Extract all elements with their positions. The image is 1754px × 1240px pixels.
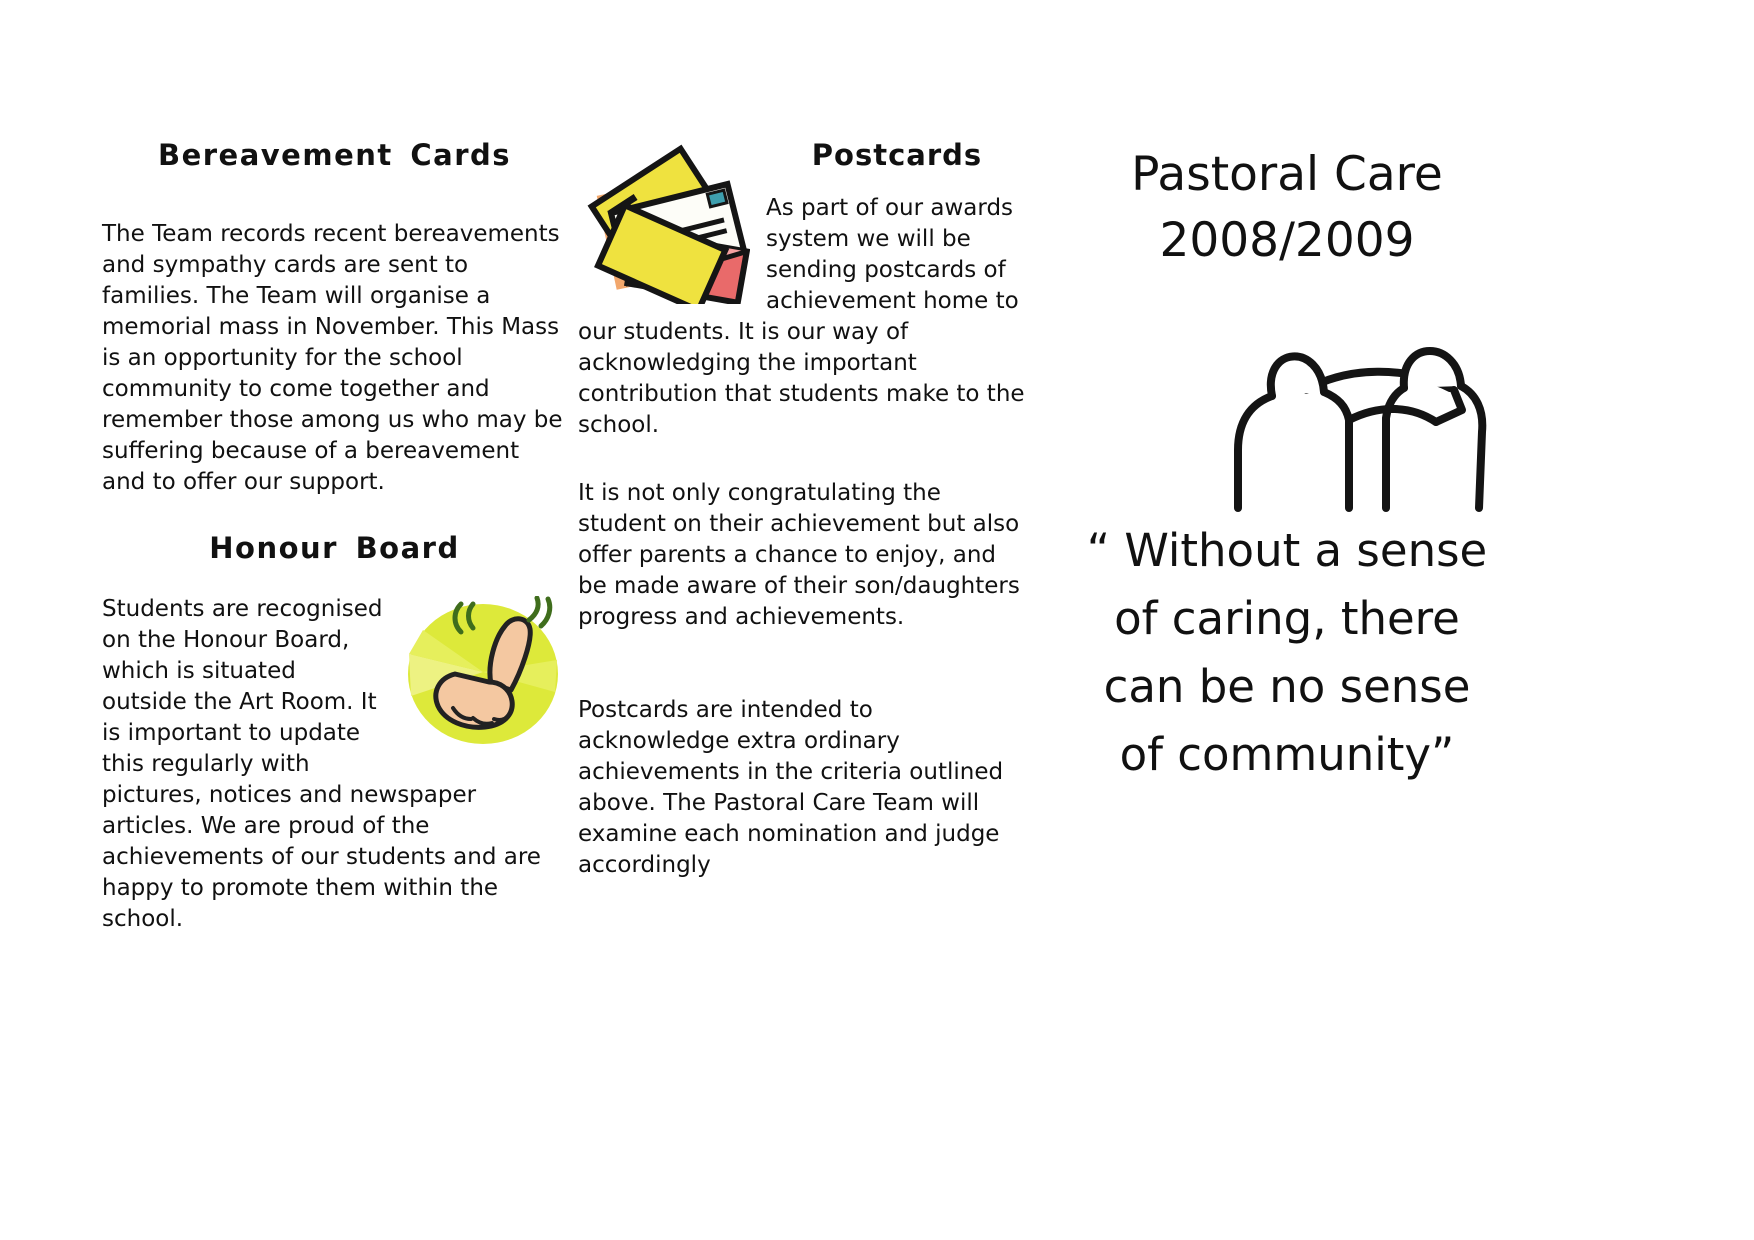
envelopes-icon — [578, 138, 750, 304]
middle-column — [578, 128, 1028, 881]
postcards-section — [578, 138, 1028, 441]
honour-board-heading: Honour Board — [209, 531, 460, 565]
quote-block — [1048, 517, 1526, 789]
left-column — [102, 138, 567, 935]
honour-board-text: Students are recognised on the Honour Board, which is situated outside the Art Room. It is important to update this regularly with pictures, notices and newspaper articles. We are proud of the achievements of our students and are happy to promote them within the school. — [102, 596, 541, 932]
bereavement-cards-text: The Team records recent bereavements and sympathy cards are sent to families. The Team will organise a memorial mass in November. This Mass is an opportunity for the school community to come together and remember those among us who may be suffering because of a bereavement and to offer our support. — [102, 221, 563, 495]
quote-line-2: of caring, there — [1114, 592, 1460, 645]
postcards-paragraph-1: As part of our awards system we will be sending postcards of achievement home to our students. It is our way of acknowledging the important contribution that students make to the school. — [578, 195, 1025, 438]
quote-line-1: “ Without a sense — [1086, 524, 1488, 577]
quote-line-4: of community” — [1119, 728, 1455, 781]
thumbs-up-icon — [399, 596, 567, 746]
honour-board-section — [102, 594, 567, 935]
brochure-title-line2: 2008/2009 — [1159, 213, 1415, 268]
postcards-paragraph-3: Postcards are intended to acknowledge extra ordinary achievements in the criteria outlined above. The Pastoral Care Team will examine each nomination and judge accordingly — [578, 697, 1004, 878]
brochure-title — [1048, 142, 1526, 274]
bereavement-cards-heading: Bereavement Cards — [157, 138, 512, 172]
right-column — [1048, 142, 1526, 789]
postcards-paragraph-2: It is not only congratulating the student on their achievement but also offer parents a chance to enjoy, and be made aware of their son/daughters progress and achievements. — [578, 480, 1020, 630]
quote-line-3: can be no sense — [1103, 660, 1471, 713]
friends-hug-icon — [1208, 300, 1490, 515]
postcards-heading: Postcards — [811, 138, 983, 172]
brochure-title-line1: Pastoral Care — [1131, 147, 1443, 202]
